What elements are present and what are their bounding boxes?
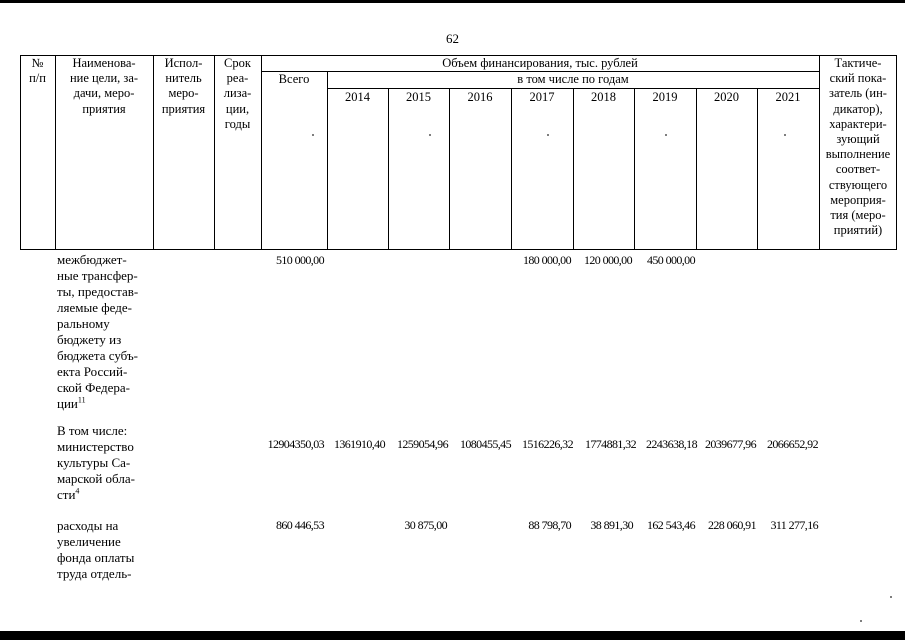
row-2019: 162 543,46 [646, 518, 695, 532]
row-total: 860 446,53 [275, 518, 324, 532]
row-2021: 311 277,16 [770, 518, 818, 532]
row-label: В том числе: министерство культуры Са- марской обла- сти$^4$ [57, 423, 135, 502]
row-2016: 1080455,45 [459, 437, 511, 451]
row-2019: 2243638,18 [645, 437, 697, 451]
header-year-2019: 2019 [652, 90, 678, 104]
header-year-2021: 2021 [775, 90, 801, 104]
row-2018: 38 891,30 [590, 518, 633, 532]
scan-speck [890, 596, 892, 598]
top-border [0, 0, 905, 3]
row-2015: 30 875,00 [404, 518, 447, 532]
header-year-2014: 2014 [345, 90, 370, 104]
header-name: Наименова- ние цели, за- дачи, меро- приятия [69, 56, 139, 116]
header-executor: Испол- нитель меро- приятия [161, 56, 206, 116]
scan-speck [860, 620, 862, 622]
row-label: межбюджет- ные трансфер- ты, предостав- ляемые феде- ральному бюджету из бюджета субъ- екта Россий- ской Федера- ции$^{11}$ [57, 252, 139, 411]
header-term: Срок реа- лиза- ции, годы [223, 56, 252, 131]
header-year-2018: 2018 [591, 90, 616, 104]
header-indicator: Тактиче- ский пока- затель (ин- дикатор), характери- зующий выполнение соответ- ствующего мероприя- тия (меро- приятий) [825, 56, 891, 238]
page-number: 62 [446, 31, 459, 46]
row-2018: 1774881,32 [584, 437, 636, 451]
row-2018: 120 000,00 [583, 253, 632, 267]
row-total: 510 000,00 [275, 253, 324, 267]
header-total: Всего [278, 72, 310, 86]
row-2017: 1516226,32 [521, 437, 573, 451]
header-num: № п/п [29, 56, 46, 86]
row-2017: 88 798,70 [528, 518, 571, 532]
row-2020: 228 060,91 [707, 518, 756, 532]
row-2015: 1259054,96 [396, 437, 448, 451]
header-year-2015: 2015 [406, 90, 431, 104]
header-year-2017: 2017 [529, 90, 555, 104]
row-2021: 2066652,92 [766, 437, 818, 451]
header-year-2020: 2020 [714, 90, 739, 104]
row-2014: 1361910,40 [333, 437, 385, 451]
row-total: 12904350,03 [267, 437, 324, 451]
header-year-2016: 2016 [467, 90, 493, 104]
header-by-years: в том числе по годам [517, 72, 629, 86]
row-2019: 450 000,00 [646, 253, 695, 267]
header-financing: Объем финансирования, тыс. рублей [442, 56, 638, 70]
bottom-border [0, 631, 905, 640]
row-label: расходы на увеличение фонда оплаты труда отдель- [57, 518, 135, 581]
row-2020: 2039677,96 [704, 437, 756, 451]
row-2017: 180 000,00 [522, 253, 571, 267]
